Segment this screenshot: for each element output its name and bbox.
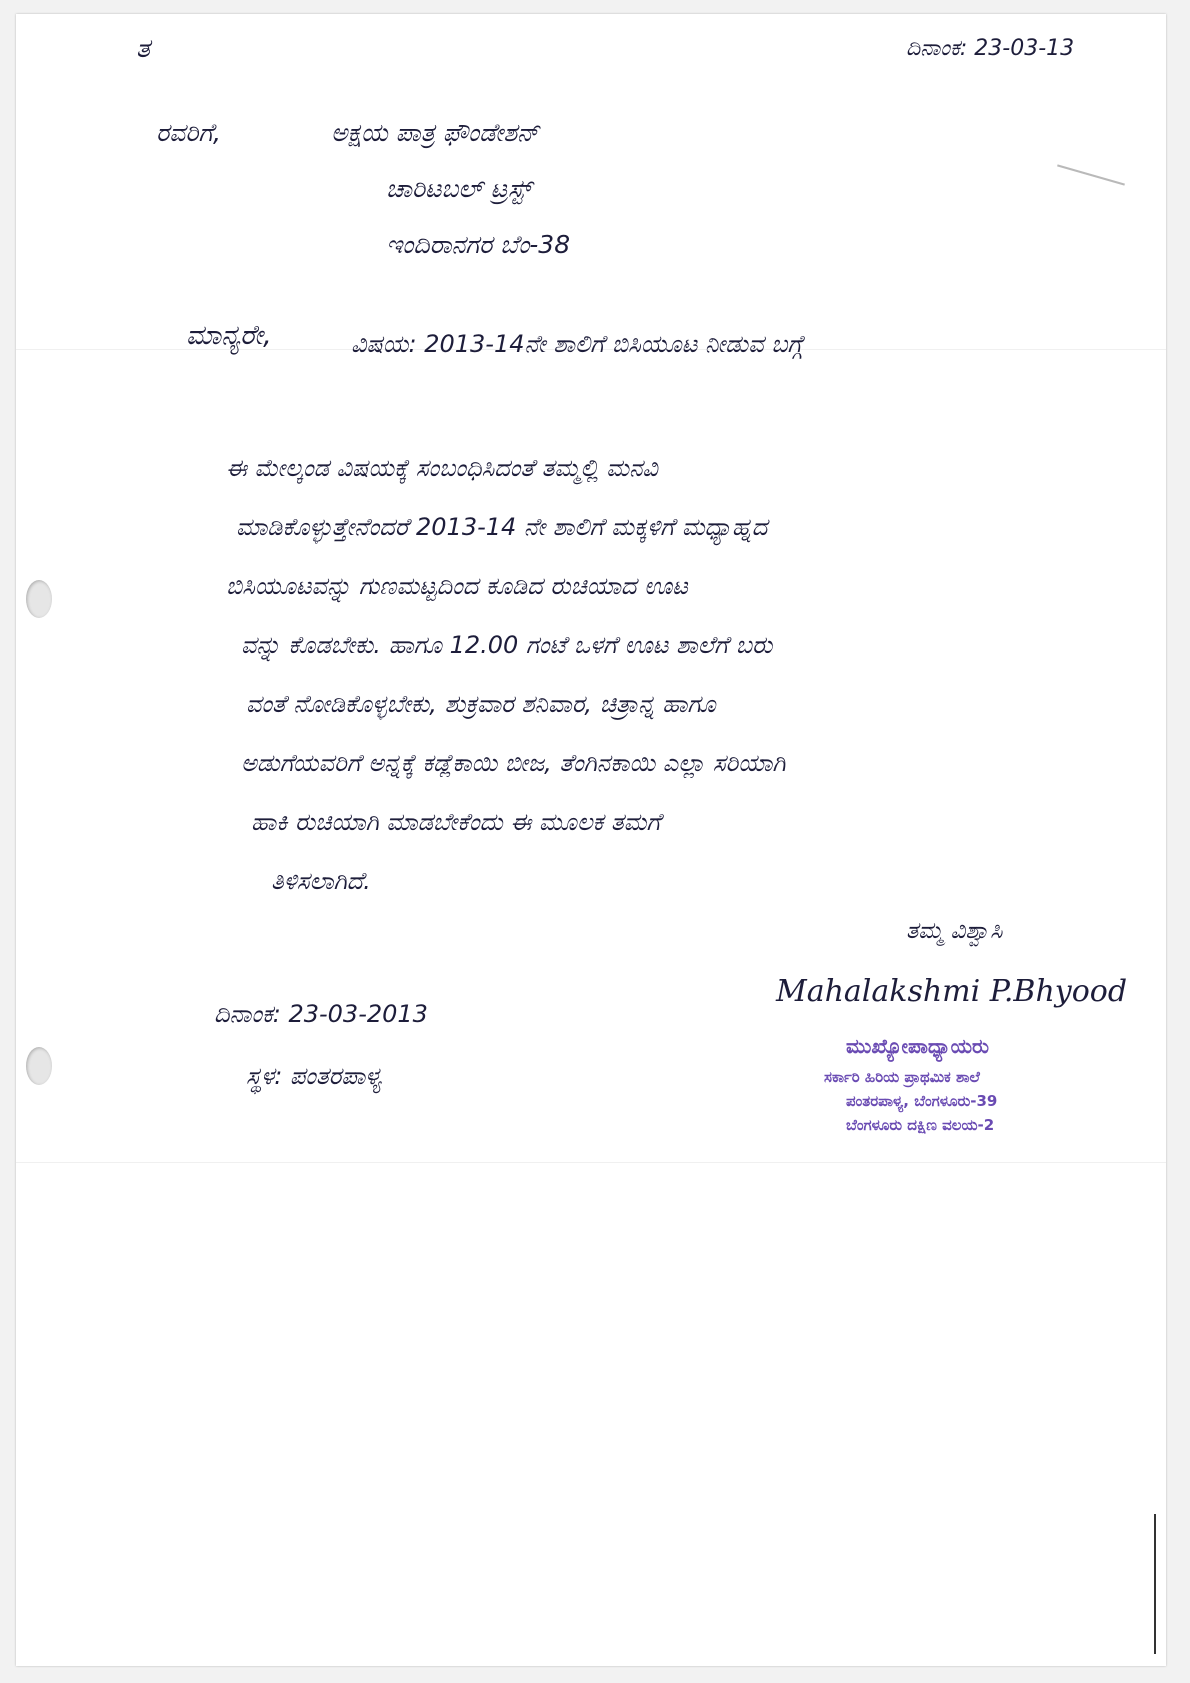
stamp-school: ಸರ್ಕಾರಿ ಹಿರಿಯ ಪ್ರಾಥಮಿಕ ಶಾಲೆ bbox=[824, 1068, 980, 1086]
closing-phrase: ತಮ್ಮ ವಿಶ್ವಾಸಿ bbox=[906, 918, 1003, 944]
place-line: ಸ್ಥಳ: ಪಂತರಪಾಳ್ಯ bbox=[246, 1062, 382, 1090]
scan-edge-line bbox=[1154, 1514, 1156, 1654]
body-line: ವಂತೆ ನೋಡಿಕೊಳ್ಳಬೇಕು, ಶುಕ್ರವಾರ ಶನಿವಾರ, ಚಿತ್ರಾನ್ನ ಹಾಗೂ bbox=[246, 690, 716, 718]
recipient-address-line-2: ಚಾರಿಟಬಲ್ ಟ್ರಸ್ಟ್ bbox=[386, 174, 532, 203]
body-line: ಬಿಸಿಯೂಟವನ್ನು ಗುಣಮಟ್ಟದಿಂದ ಕೂಡಿದ ರುಚಿಯಾದ ಊಟ bbox=[226, 572, 688, 600]
punch-hole bbox=[26, 580, 52, 618]
subject-line: ವಿಷಯ: 2013-14ನೇ ಶಾಲಿಗೆ ಬಿಸಿಯೂಟ ನೀಡುವ ಬಗ್ಗೆ bbox=[351, 330, 803, 358]
body-line: ವನ್ನು ಕೊಡಬೇಕು. ಹಾಗೂ 12.00 ಗಂಟೆ ಒಳಗೆ ಊಟ ಶಾಲೆಗೆ ಬರು bbox=[241, 631, 773, 659]
body-line: ಮಾಡಿಕೊಳ್ಳುತ್ತೇನೆಂದರೆ 2013-14 ನೇ ಶಾಲಿಗೆ ಮಕ್ಕಳಿಗೆ ಮಧ್ಯಾಹ್ನದ bbox=[236, 513, 768, 541]
letter-page bbox=[16, 14, 1166, 1666]
letter-body bbox=[211, 439, 1171, 911]
stamp-title: ಮುಖ್ಯೋಪಾಧ್ಯಾಯರು bbox=[846, 1034, 989, 1058]
body-line: ಈ ಮೇಲ್ಕಂಡ ವಿಷಯಕ್ಕೆ ಸಂಬಂಧಿಸಿದಂತೆ ತಮ್ಮಲ್ಲಿ ಮನವಿ bbox=[226, 454, 658, 482]
salutation: ಮಾನ್ಯರೇ, bbox=[186, 320, 272, 351]
top-date: ದಿನಾಂಕ: 23-03-13 bbox=[906, 36, 1075, 61]
body-line: ತಿಳಿಸಲಾಗಿದೆ. bbox=[271, 867, 371, 895]
stamp-area: ಪಂತರಪಾಳ್ಯ, ಬೆಂಗಳೂರು-39 bbox=[846, 1092, 998, 1110]
body-line: ಹಾಕಿ ರುಚಿಯಾಗಿ ಮಾಡಬೇಕೆಂದು ಈ ಮೂಲಕ ತಮಗೆ bbox=[251, 808, 661, 836]
recipient-address-line-3: ಇಂದಿರಾನಗರ ಬೆಂ-38 bbox=[386, 230, 571, 259]
top-left-mark: ತ bbox=[136, 34, 150, 64]
punch-hole bbox=[26, 1047, 52, 1085]
stamp-zone: ಬೆಂಗಳೂರು ದಕ್ಷಿಣ ವಲಯ-2 bbox=[846, 1116, 995, 1134]
recipient-address-line-1: ಅಕ್ಷಯ ಪಾತ್ರ ಫೌಂಡೇಶನ್ bbox=[331, 118, 540, 147]
fold-crease bbox=[16, 1162, 1166, 1163]
signature: Mahalakshmi P.Bhyood bbox=[776, 974, 1128, 1009]
recipient-label: ರವರಿಗೆ, bbox=[156, 118, 221, 147]
body-line: ಅಡುಗೆಯವರಿಗೆ ಅನ್ನಕ್ಕೆ ಕಡ್ಲೆಕಾಯಿ ಬೀಜ, ತೆಂಗಿನಕಾಯಿ ಎಲ್ಲಾ ಸರಿಯಾಗಿ bbox=[241, 749, 786, 777]
pen-scratch bbox=[1057, 164, 1125, 185]
date-line: ದಿನಾಂಕ: 23-03-2013 bbox=[214, 1000, 428, 1028]
